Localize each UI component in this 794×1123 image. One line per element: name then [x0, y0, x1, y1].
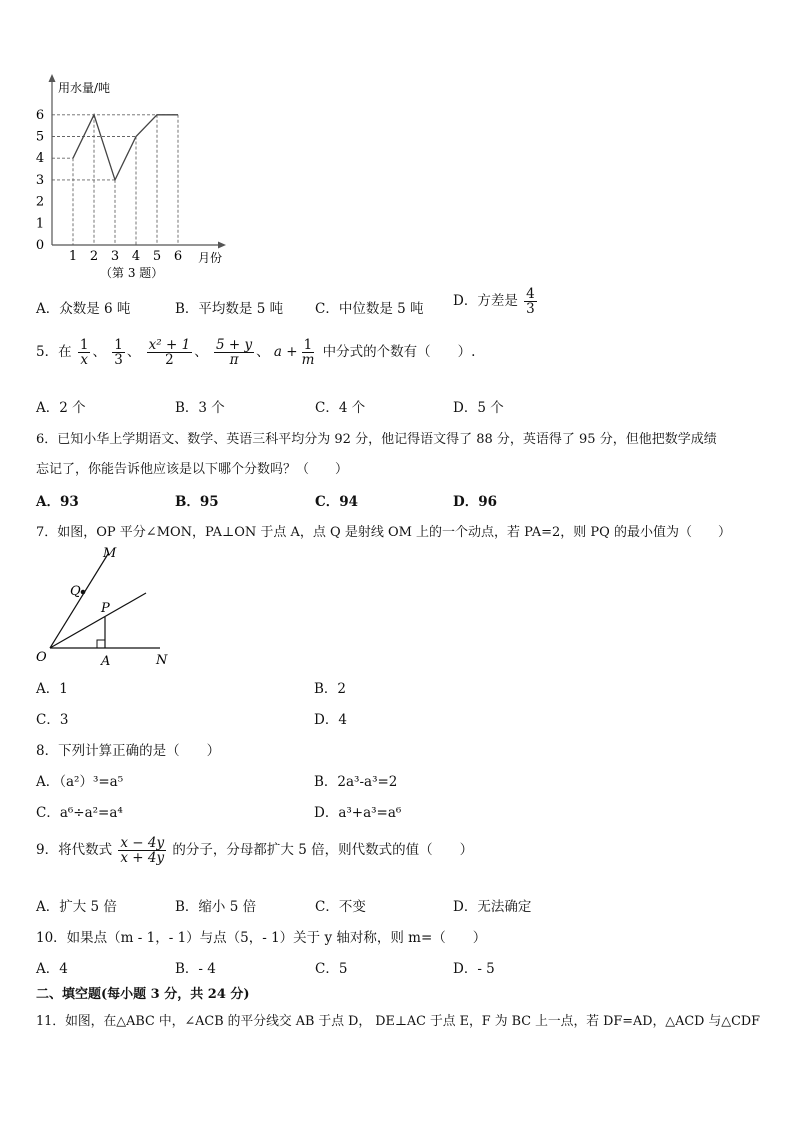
denominator: m — [301, 352, 315, 369]
numerator: 1 — [114, 337, 123, 353]
q8-option-b: B．2a³-a³=2 — [314, 774, 398, 790]
y-tick-label: 0 — [35, 238, 45, 253]
fraction-denominator: 3 — [526, 301, 535, 318]
x-axis-arrow — [218, 242, 226, 249]
q9-option-a: A．扩大 5 倍 — [36, 899, 117, 915]
y-tick-label: 1 — [35, 216, 45, 232]
q6-option-a: A．93 — [36, 494, 79, 510]
q3-option-a: A．众数是 6 吨 — [36, 301, 131, 317]
y-tick-label: 6 — [35, 107, 45, 123]
separator: 、 — [126, 344, 141, 361]
label-q: Q — [70, 584, 81, 599]
label-a: A — [101, 654, 111, 669]
point-q — [81, 590, 86, 595]
label-p: P — [101, 601, 110, 616]
x-tick-label: 1 — [68, 249, 78, 264]
q8-option-d: D．a³+a³=a⁶ — [314, 805, 402, 821]
series-line — [73, 115, 178, 180]
label-n: N — [156, 653, 168, 668]
q6-stem-line-2: 忘记了，你能告诉他应该是以下哪个分数吗？（ ） — [36, 462, 349, 477]
x-tick-label: 5 — [152, 249, 162, 264]
ray-om — [50, 554, 108, 648]
numerator: x − 4y — [120, 835, 165, 851]
q5-option-d: D．5 个 — [453, 400, 504, 416]
q7-option-d: D．4 — [314, 712, 347, 728]
q5-prefix: 5．在 — [36, 344, 72, 361]
x-tick-label: 6 — [173, 249, 183, 264]
water-usage-line-chart — [30, 70, 240, 285]
q6-stem-line-1: 6．已知小华上学期语文、数学、英语三科平均分为 92 分，他记得语文得了 88 分，英语得了 95 分，但他把数学成绩 — [36, 432, 717, 447]
denominator: x + 4y — [120, 850, 165, 867]
q7-option-a: A．1 — [36, 681, 68, 697]
q3-option-c: C．中位数是 5 吨 — [315, 301, 424, 317]
q9-option-b: B．缩小 5 倍 — [175, 899, 257, 915]
q6-option-c: C．94 — [315, 494, 359, 510]
q9-option-c: C．不变 — [315, 899, 366, 915]
q7-stem: 7．如图，OP 平分∠MON，PA⊥ON 于点 A，点 Q 是射线 OM 上的一个动点，若 PA=2，则 PQ 的最小值为（ ） — [36, 525, 731, 540]
chart-tick-labels — [36, 108, 182, 264]
variance-fraction — [524, 287, 537, 316]
q10-option-b: B．- 4 — [175, 961, 216, 977]
denominator: 2 — [165, 352, 174, 369]
y-axis-label: 用水量/吨 — [58, 81, 111, 95]
q7-option-b: B．2 — [314, 681, 347, 697]
right-angle-mark — [97, 640, 105, 648]
q9-fraction — [118, 836, 166, 865]
y-tick-label: 5 — [35, 129, 45, 145]
angle-bisector-figure — [30, 544, 180, 669]
chart-caption: （第 3 题） — [100, 266, 164, 280]
q10-option-c: C．5 — [315, 961, 348, 977]
y-axis-arrow — [49, 74, 56, 82]
q10-option-a: A．4 — [36, 961, 68, 977]
label-o: O — [36, 650, 47, 665]
expr-2 — [112, 338, 125, 367]
numerator: x² + 1 — [148, 337, 191, 353]
expr-4 — [214, 338, 254, 367]
separator: 、 — [92, 344, 106, 361]
q5-option-c: C．4 个 — [315, 400, 366, 416]
q5-suffix: 中分式的个数有（ ）. — [322, 344, 476, 361]
q9-prefix: 9．将代数式 — [36, 842, 113, 859]
q8-option-c: C．a⁶÷a²=a⁴ — [36, 805, 123, 821]
q5-option-b: B．3 个 — [175, 400, 225, 416]
q8-stem: 8．下列计算正确的是（ ） — [36, 743, 221, 759]
expr-1 — [78, 338, 91, 367]
q10-option-d: D．- 5 — [453, 961, 495, 977]
numerator: 1 — [303, 337, 313, 353]
q3-option-b: B．平均数是 5 吨 — [175, 301, 284, 317]
q9-option-d: D．无法确定 — [453, 899, 532, 915]
expr-5 — [300, 338, 317, 367]
chart-series — [73, 115, 178, 180]
q6-option-b: B．95 — [175, 494, 219, 510]
chart-axes — [49, 74, 227, 249]
numerator: 1 — [79, 337, 89, 353]
fraction-numerator: 4 — [526, 286, 535, 302]
q5-option-a: A．2 个 — [36, 400, 86, 416]
expr-3 — [147, 338, 193, 367]
denominator: π — [229, 352, 239, 369]
separator: 、 — [194, 344, 208, 361]
q8-option-a: A．（a²）³=a⁵ — [36, 774, 124, 790]
label-m: M — [103, 546, 117, 561]
q9-suffix: 的分子，分母都扩大 5 倍，则代数式的值（ ） — [172, 842, 474, 859]
q10-stem: 10．如果点（m - 1，- 1）与点（5，- 1）关于 y 轴对称，则 m=（ ） — [36, 930, 487, 946]
q3-option-d-label: D．方差是 — [453, 293, 518, 310]
denominator: x — [80, 352, 88, 369]
q3-option-d — [453, 287, 539, 316]
section-heading: 二、填空题(每小题 3 分，共 24 分) — [36, 987, 250, 1002]
denominator: 3 — [114, 352, 123, 369]
numerator: 5 + y — [215, 337, 253, 353]
expr-5-lead: a + — [273, 344, 298, 361]
separator: 、 — [256, 344, 270, 361]
q11-stem: 11．如图，在△ABC 中，∠ACB 的平分线交 AB 于点 D， DE⊥AC 于点 E，F 为 BC 上一点，若 DF=AD，△ACD 与△CDF — [36, 1014, 761, 1029]
y-tick-label: 4 — [35, 151, 45, 167]
x-tick-label: 2 — [89, 249, 99, 264]
q6-option-d: D．96 — [453, 494, 497, 510]
q5-stem — [36, 338, 475, 367]
x-axis-label: 月份 — [198, 251, 223, 265]
q7-option-c: C．3 — [36, 712, 69, 728]
q9-stem — [36, 836, 473, 865]
y-tick-label: 2 — [35, 194, 45, 210]
y-tick-label: 3 — [35, 172, 45, 188]
x-tick-label: 3 — [110, 249, 120, 264]
x-tick-label: 4 — [131, 249, 141, 264]
